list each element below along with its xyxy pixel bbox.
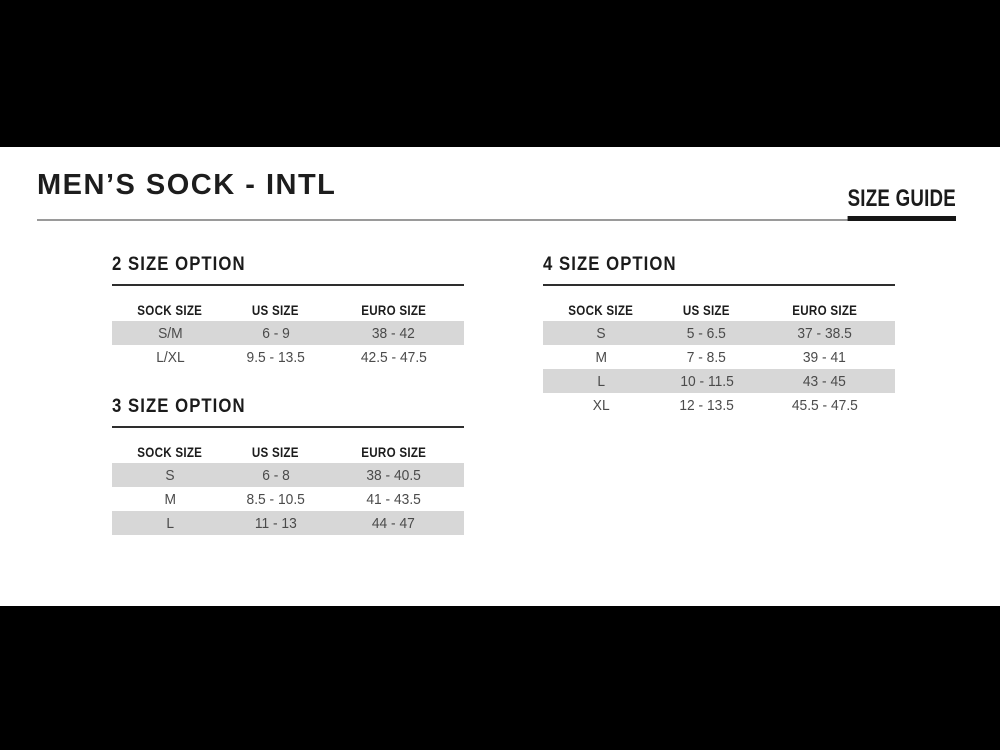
table-cell <box>323 515 464 532</box>
table-cell <box>754 373 895 390</box>
column-header <box>323 445 464 460</box>
table-cell <box>228 349 323 366</box>
column-header <box>323 303 464 318</box>
table-body <box>112 463 464 535</box>
table-cell-text: 42.5 - 47.5 <box>360 348 427 366</box>
table-header-row <box>543 300 895 321</box>
table-cell <box>323 349 464 366</box>
table-row <box>112 487 464 511</box>
table-row <box>112 345 464 369</box>
table-cell <box>112 515 228 532</box>
section-title <box>112 396 464 428</box>
column-header-text: US SIZE <box>252 445 300 460</box>
table-cell-text: 43 - 45 <box>803 372 847 390</box>
table-cell-text: 5 - 6.5 <box>687 324 727 342</box>
table-cell-text: S/M <box>157 324 183 342</box>
table-cell <box>323 325 464 342</box>
table-row <box>543 393 895 417</box>
table-header-row <box>112 300 464 321</box>
table-row <box>112 511 464 535</box>
table-row <box>543 321 895 345</box>
column-header-text: SOCK SIZE <box>137 303 203 318</box>
column-header-text: US SIZE <box>683 303 731 318</box>
table-cell <box>659 373 754 390</box>
table-cell-text: M <box>164 490 176 508</box>
size-option-section-2 <box>112 254 464 369</box>
table-cell <box>228 515 323 532</box>
section-title-text: 3 SIZE OPTION <box>112 396 246 417</box>
table-cell-text: 12 - 13.5 <box>679 396 734 414</box>
table-header-row <box>112 442 464 463</box>
table-cell <box>659 349 754 366</box>
column-header <box>112 303 228 318</box>
table-cell-text: 38 - 40.5 <box>366 466 421 484</box>
column-header-text: EURO SIZE <box>361 445 427 460</box>
table-cell-text: 38 - 42 <box>372 324 416 342</box>
table-row <box>543 369 895 393</box>
table-cell-text: 11 - 13 <box>254 514 297 532</box>
table-cell-text: L <box>166 514 174 532</box>
column-header <box>543 303 659 318</box>
column-header <box>112 445 228 460</box>
table-cell <box>228 325 323 342</box>
table-cell <box>228 491 323 508</box>
table-cell-text: 37 - 38.5 <box>797 324 852 342</box>
size-option-section-4 <box>543 254 895 417</box>
table-cell-text: M <box>595 348 607 366</box>
table-cell-text: S <box>165 466 175 484</box>
size-guide-tab[interactable]: SIZE GUIDE <box>848 186 956 221</box>
size-option-section-3 <box>112 396 464 535</box>
table-cell-text: 9.5 - 13.5 <box>246 348 305 366</box>
table-cell <box>112 325 228 342</box>
table-body <box>543 321 895 417</box>
column-header-text: EURO SIZE <box>361 303 427 318</box>
column-header <box>228 445 323 460</box>
top-letterbox-bar <box>0 0 1000 147</box>
table-cell-text: 41 - 43.5 <box>366 490 421 508</box>
table-cell <box>543 373 659 390</box>
table-cell <box>112 467 228 484</box>
column-header-text: US SIZE <box>252 303 300 318</box>
table-body <box>112 321 464 369</box>
table-cell <box>112 491 228 508</box>
table-cell-text: L <box>597 372 605 390</box>
table-cell <box>659 325 754 342</box>
page-title: MEN’S SOCK - INTL <box>37 169 337 201</box>
table-cell-text: L/XL <box>155 348 185 366</box>
table-row <box>112 463 464 487</box>
table-cell-text: 6 - 9 <box>261 324 290 342</box>
table-cell-text: 6 - 8 <box>261 466 290 484</box>
table-cell <box>754 349 895 366</box>
table-cell <box>323 467 464 484</box>
column-header <box>754 303 895 318</box>
section-title <box>543 254 895 286</box>
section-title-text: 4 SIZE OPTION <box>543 254 677 275</box>
table-cell-text: 39 - 41 <box>803 348 847 366</box>
table-cell-text: XL <box>592 396 610 414</box>
table-cell-text: 8.5 - 10.5 <box>246 490 305 508</box>
header-divider <box>37 219 956 221</box>
column-header-text: SOCK SIZE <box>137 445 203 460</box>
table-cell-text: 45.5 - 47.5 <box>791 396 858 414</box>
table-cell <box>112 349 228 366</box>
table-cell <box>754 325 895 342</box>
table-cell <box>659 397 754 414</box>
table-cell-text: 7 - 8.5 <box>687 348 727 366</box>
column-header-text: SOCK SIZE <box>568 303 634 318</box>
section-title-text: 2 SIZE OPTION <box>112 254 246 275</box>
table-cell-text: 10 - 11.5 <box>679 372 734 390</box>
table-cell <box>543 325 659 342</box>
table-cell <box>543 397 659 414</box>
column-header <box>228 303 323 318</box>
table-cell <box>754 397 895 414</box>
table-cell <box>228 467 323 484</box>
table-cell <box>543 349 659 366</box>
table-cell <box>323 491 464 508</box>
bottom-letterbox-bar <box>0 606 1000 750</box>
table-row <box>543 345 895 369</box>
column-header-text: EURO SIZE <box>792 303 858 318</box>
table-cell-text: 44 - 47 <box>372 514 416 532</box>
table-cell-text: S <box>596 324 606 342</box>
column-header <box>659 303 754 318</box>
table-row <box>112 321 464 345</box>
section-title <box>112 254 464 286</box>
